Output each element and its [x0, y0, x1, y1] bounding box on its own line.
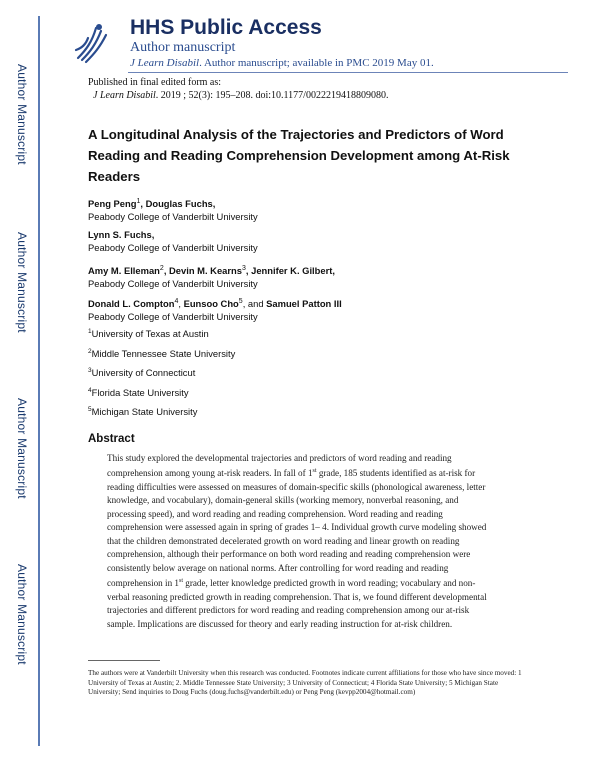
affiliation-5 — [88, 406, 197, 417]
author-sup: 3 — [241, 265, 246, 272]
affiliation-1 — [88, 328, 209, 339]
author-sep: , — [212, 198, 216, 210]
author-sep: , — [140, 198, 146, 210]
author-sup: 2 — [159, 265, 164, 272]
abstract-text: This study explored the developmental trajectories and predictors of word reading and reading comprehension among young at-risk readers. In fall of 1 — [107, 453, 452, 479]
author-affiliation: Peabody College of Vanderbilt University — [88, 211, 258, 223]
author-affiliation: Peabody College of Vanderbilt University — [88, 278, 258, 290]
author-name: Eunsoo Cho — [183, 298, 239, 310]
sidebar-label-1: Author Manuscript — [15, 64, 29, 165]
affiliation-name: University of Connecticut — [91, 367, 196, 379]
citation-journal: J Learn Disabil — [93, 90, 156, 101]
author-sep: , — [151, 229, 155, 240]
author-names — [88, 195, 258, 210]
author-sup: 4 — [174, 298, 179, 305]
author-affiliation: Peabody College of Vanderbilt University — [88, 311, 258, 323]
author-names — [88, 262, 335, 277]
author-names — [88, 228, 258, 241]
sidebar-label-2: Author Manuscript — [15, 232, 29, 333]
abstract-heading: Abstract — [88, 433, 135, 445]
author-group-4 — [88, 295, 342, 323]
abstract-text: grade, 185 students identified as at-risk for reading difficulties were assessed on measures of domain-specific skills (phonological awareness, letter knowledge, and vocabulary), domain-general skills (working memory, nonverbal reasoning, and processing speed), and word reading and reading comprehension. Word reading and reading comprehension were assessed again in spring of grades 1– 4. Individual growth curve modeling showed that the children demonstrated decelerated growth on word reading and linear growth on reading comprehension, although their performance on both word reading and reading comprehension were consistently below average on national norms. After controlling for word reading and reading comprehension in 1 — [107, 468, 487, 589]
author-manuscript-subtitle: Author manuscript — [130, 40, 236, 55]
footnote: The authors were at Vanderbilt University when this research was conducted. Footnotes indicate current affiliations for those who have since moved: 1 University of Texas at Austin; 2. Middle Tennessee State University; 3 University of Connecticut; 4 Florida State University; 5 Michigan State University; Send inquiries to Doug Fuchs (doug.fuchs@vanderbilt.edu) or Peng Peng (kevpp2004@hotmail.com) — [88, 669, 522, 696]
author-sep: , — [163, 265, 170, 277]
author-name: Douglas Fuchs — [145, 198, 213, 210]
abstract-text: grade, letter knowledge predicted growth in word reading; vocabulary and non-verbal reasoning predicted growth in reading comprehension. That is, we found different developmental trajectories and different predictors for word reading and reading comprehension among our at-risk sample. Implications are discussed for theory and early reading instruction for at-risk children. — [107, 578, 487, 629]
author-names — [88, 295, 342, 310]
author-sep: , — [332, 265, 335, 277]
affiliation-num: 2 — [88, 348, 92, 355]
author-sup: 5 — [238, 298, 243, 305]
paper-title: A Longitudinal Analysis of the Trajectories and Predictors of Word Reading and Reading Comprehension Development among At-Risk Readers — [88, 127, 510, 184]
sidebar-label-4: Author Manuscript — [15, 564, 29, 665]
affiliation-num: 1 — [88, 328, 92, 335]
author-name: Jennifer K. Gilbert — [251, 265, 333, 277]
author-name: Lynn S. Fuchs — [88, 229, 152, 240]
affiliation-name: Michigan State University — [91, 406, 198, 418]
ordinal-sup: st — [178, 578, 183, 585]
footnote-rule — [88, 660, 160, 661]
affiliation-name: University of Texas at Austin — [91, 328, 209, 340]
author-group-3 — [88, 262, 335, 290]
author-name: Samuel Patton III — [266, 298, 342, 310]
published-label: Published in final edited form as: — [88, 77, 222, 88]
affiliation-name: Middle Tennessee State University — [91, 348, 236, 360]
affiliation-4 — [88, 387, 189, 398]
ordinal-sup: st — [312, 468, 317, 475]
affiliation-3 — [88, 367, 195, 378]
author-sup: 1 — [136, 198, 141, 205]
author-sep: , — [245, 265, 252, 277]
author-name: Amy M. Elleman — [88, 265, 160, 277]
abstract-body — [107, 452, 487, 631]
author-name: Devin M. Kearns — [169, 265, 242, 277]
availability-text: . Author manuscript; available in PMC 2019 May 01. — [199, 57, 434, 69]
citation-details: . 2019 ; 52(3): 195–208. doi:10.1177/0022219418809080. — [155, 90, 389, 101]
affiliation-num: 5 — [88, 406, 92, 413]
affiliation-num: 4 — [88, 387, 92, 394]
author-group-2 — [88, 228, 258, 254]
hhs-eagle-logo-icon — [72, 20, 112, 66]
sidebar-label-3: Author Manuscript — [15, 398, 29, 499]
author-group-1 — [88, 195, 258, 223]
author-sep: , — [178, 298, 184, 310]
affiliation-2 — [88, 348, 235, 359]
journal-availability-line — [130, 57, 434, 69]
sidebar-divider — [38, 16, 40, 746]
author-affiliation: Peabody College of Vanderbilt University — [88, 242, 258, 253]
publication-citation — [93, 90, 388, 101]
author-name: Donald L. Compton — [88, 298, 175, 310]
journal-abbrev: J Learn Disabil — [130, 57, 200, 69]
hhs-title: HHS Public Access — [130, 16, 322, 39]
author-sep: , and — [242, 298, 267, 310]
affiliation-num: 3 — [88, 367, 92, 374]
author-name: Peng Peng — [88, 198, 137, 210]
affiliation-name: Florida State University — [91, 387, 189, 399]
header-rule — [128, 72, 568, 73]
